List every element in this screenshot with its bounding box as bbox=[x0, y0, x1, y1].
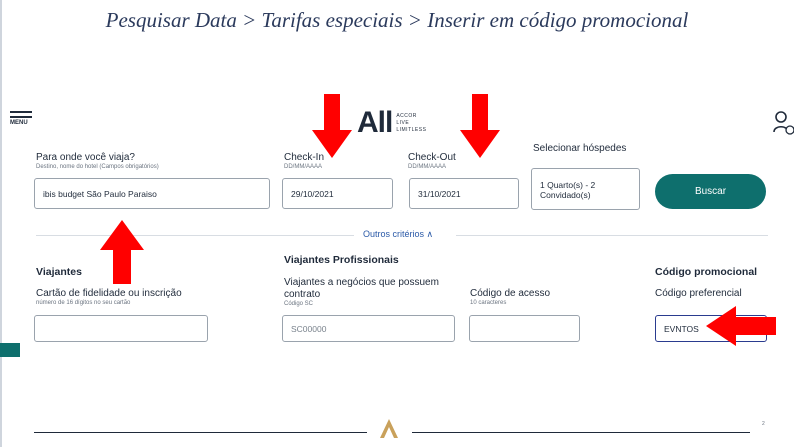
promo-heading: Código promocional bbox=[655, 266, 758, 278]
arrow-left-promo-icon bbox=[706, 306, 776, 346]
logo-subtext bbox=[396, 113, 426, 134]
business-label-line2: contrato bbox=[284, 289, 321, 300]
sc-code-input[interactable]: SC00000 bbox=[282, 315, 455, 342]
page-left-border bbox=[0, 0, 2, 447]
menu-label: MENU bbox=[10, 120, 28, 126]
logo-text: All bbox=[357, 106, 393, 139]
more-criteria-toggle[interactable]: Outros critérios ∧ bbox=[363, 229, 434, 239]
loyalty-hint: número de 16 dígitos no seu cartão bbox=[36, 300, 131, 306]
business-hint: Código SC bbox=[284, 301, 314, 307]
guests-value-line: Convidado(s) bbox=[540, 190, 591, 200]
hamburger-icon-bar bbox=[10, 116, 32, 118]
access-code-input[interactable] bbox=[469, 315, 580, 342]
divider-right bbox=[456, 235, 768, 236]
checkin-input[interactable]: 29/10/2021 bbox=[282, 178, 393, 209]
checkout-hint: DD/MM/AAAA bbox=[408, 164, 447, 170]
guests-value-line: 1 Quarto(s) - 2 bbox=[540, 180, 596, 190]
travelers-heading: Viajantes bbox=[36, 266, 82, 278]
accor-footer-logo-icon bbox=[378, 417, 400, 439]
guests-selector[interactable] bbox=[531, 168, 640, 210]
logo-sub-line: LIVE bbox=[396, 119, 410, 126]
checkin-label: Check-In bbox=[284, 152, 325, 163]
arrow-down-checkin-icon bbox=[312, 94, 352, 158]
divider-left bbox=[36, 235, 354, 236]
user-account-icon[interactable] bbox=[773, 110, 794, 136]
footer-line-left bbox=[34, 432, 367, 433]
page-number: 2 bbox=[762, 421, 765, 427]
checkout-label: Check-Out bbox=[408, 152, 456, 163]
business-label-line1: Viajantes a negócios que possuem bbox=[284, 277, 439, 288]
guests-label: Selecionar hóspedes bbox=[533, 143, 627, 154]
preferred-code-label: Código preferencial bbox=[655, 288, 742, 299]
loyalty-label: Cartão de fidelidade ou inscrição bbox=[36, 288, 182, 299]
logo-sub-line: ACCOR bbox=[396, 112, 417, 119]
access-code-label: Código de acesso bbox=[470, 288, 551, 299]
arrow-down-checkout-icon bbox=[460, 94, 500, 158]
hamburger-icon-bar bbox=[10, 111, 32, 113]
slide-title: Pesquisar Data > Tarifas especiais > Inserir em código promocional bbox=[105, 8, 689, 32]
professional-heading: Viajantes Profissionais bbox=[284, 254, 399, 266]
checkin-hint: DD/MM/AAAA bbox=[284, 164, 323, 170]
search-button[interactable]: Buscar bbox=[655, 174, 766, 209]
loyalty-card-input[interactable] bbox=[34, 315, 208, 342]
side-feedback-tab[interactable] bbox=[0, 343, 20, 357]
access-code-hint: 10 caracteres bbox=[470, 300, 507, 306]
menu-button[interactable] bbox=[10, 111, 32, 126]
destination-hint: Destino, nome do hotel (Campos obrigatórios) bbox=[36, 164, 159, 170]
destination-input[interactable]: ibis budget São Paulo Paraiso bbox=[34, 178, 270, 209]
logo-sub-line: LIMITLESS bbox=[396, 126, 427, 133]
promo-code-input[interactable]: EVNTOS bbox=[655, 315, 767, 342]
destination-label: Para onde você viaja? bbox=[36, 152, 135, 163]
footer-line-right bbox=[412, 432, 750, 433]
checkout-input[interactable]: 31/10/2021 bbox=[409, 178, 519, 209]
arrow-up-destination-icon bbox=[100, 220, 144, 284]
all-accor-logo[interactable] bbox=[357, 108, 426, 138]
